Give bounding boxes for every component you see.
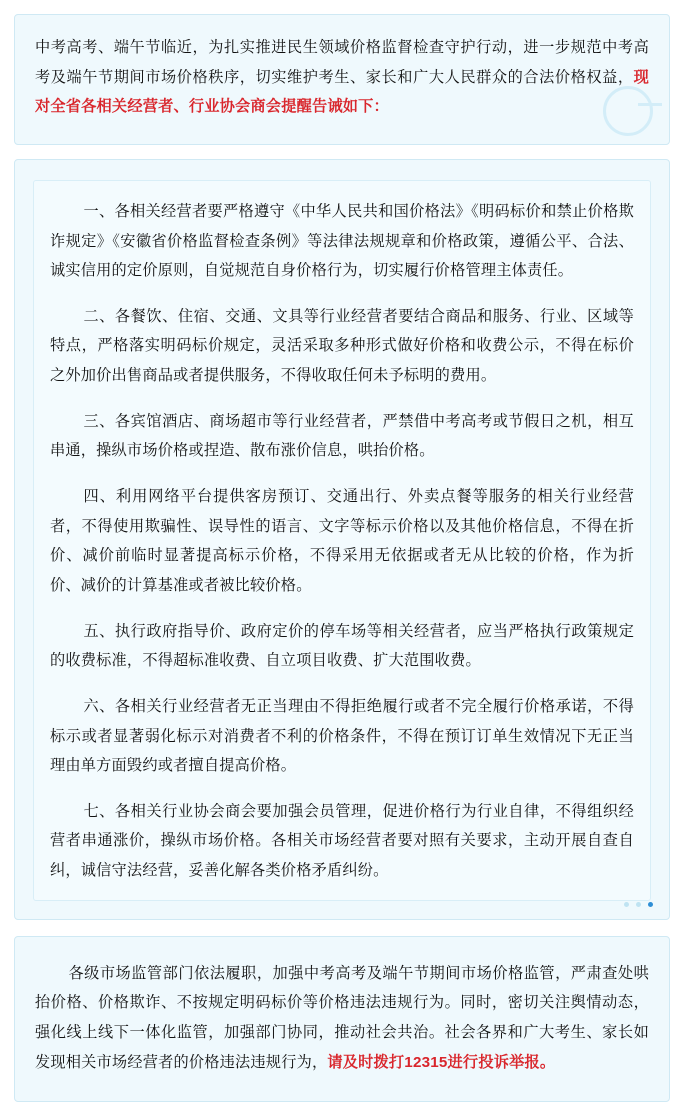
intro-card — [14, 14, 670, 145]
provision-item: 五、执行政府指导价、政府定价的停车场等相关经营者，应当严格执行政策规定的收费标准，不得超标准收费、自立项目收费、扩大范围收费。 — [50, 622, 634, 670]
provisions-card — [14, 159, 670, 920]
provision-item: 七、各相关行业协会商会要加强会员管理，促进价格行为行业自律，不得组织经营者串通涨价，操纵市场价格。各相关市场经营者要对照有关要求，主动开展自查自纠，诚信守法经营，妥善化解各类价格矛盾纠纷。 — [50, 802, 634, 880]
decorative-dots-icon — [624, 902, 653, 907]
footer-text: 各级市场监管部门依法履职，加强中考高考及端午节期间市场价格监管，严肃查处哄抬价格、价格欺诈、不按规定明码标价等价格违法违规行为。同时，密切关注舆情动态，强化线上线下一体化监管，加强部门协同，推动社会共治。社会各界和广大考生、家长如发现相关市场经营者的价格违法违规行为， — [35, 964, 649, 1071]
decorative-ring-icon — [603, 86, 653, 136]
intro-highlight: 现对全省各相关经营者、行业协会商会提醒告诫如下： — [35, 68, 649, 116]
intro-paragraph — [35, 33, 649, 122]
footer-paragraph — [35, 959, 649, 1078]
provision-item: 六、各相关行业经营者无正当理由不得拒绝履行或者不完全履行价格承诺，不得标示或者显著弱化标示对消费者不利的价格条件，不得在预订订单生效情况下无正当理由单方面毁约或者擅自提高价格。 — [50, 697, 634, 775]
footer-highlight: 请及时拨打12315进行投诉举报。 — [327, 1053, 556, 1071]
footer-card — [14, 936, 670, 1103]
provision-item: 一、各相关经营者要严格遵守《中华人民共和国价格法》《明码标价和禁止价格欺诈规定》《安徽省价格监督检查条例》等法律法规规章和价格政策，遵循公平、合法、诚实信用的定价原则，自觉规范自身价格行为，切实履行价格管理主体责任。 — [50, 202, 634, 280]
provision-item: 四、利用网络平台提供客房预订、交通出行、外卖点餐等服务的相关行业经营者，不得使用欺骗性、误导性的语言、文字等标示价格以及其他价格信息，不得在折价、减价前临时显著提高标示价格，不得采用无依据或者无从比较的价格，作为折价、减价的计算基准或者被比较价格。 — [50, 488, 634, 594]
provision-item: 三、各宾馆酒店、商场超市等行业经营者，严禁借中考高考或节假日之机，相互串通，操纵市场价格或捏造、散布涨价信息，哄抬价格。 — [50, 412, 634, 460]
provisions-list — [33, 180, 651, 901]
provision-item: 二、各餐饮、住宿、交通、文具等行业经营者要结合商品和服务、行业、区域等特点，严格落实明码标价规定，灵活采取多种形式做好价格和收费公示，不得在标价之外加价出售商品或者提供服务，不得收取任何未予标明的费用。 — [50, 307, 634, 385]
intro-text: 中考高考、端午节临近，为扎实推进民生领域价格监督检查守护行动，进一步规范中考高考及端午节期间市场价格秩序，切实维护考生、家长和广大人民群众的合法价格权益， — [35, 39, 649, 86]
